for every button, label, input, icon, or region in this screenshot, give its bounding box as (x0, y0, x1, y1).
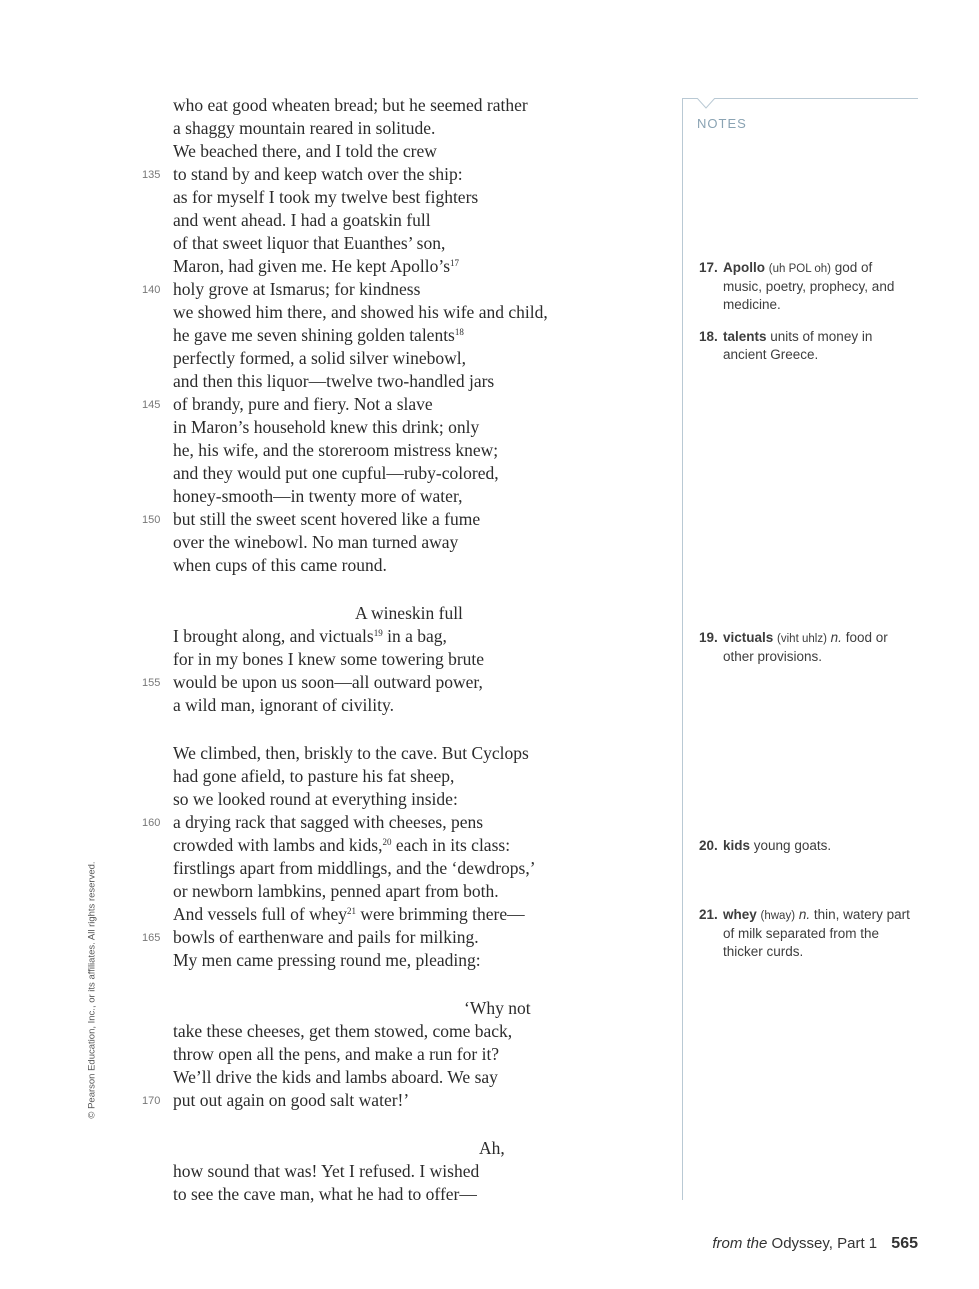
line-text-main: we showed him there, and showed his wife and child, (173, 302, 548, 322)
line-text (173, 694, 394, 717)
footnote-part-of-speech: n. (830, 630, 842, 645)
line-text-main: take these cheeses, get them stowed, come back, (173, 1021, 513, 1041)
line-number: 160 (142, 817, 161, 829)
line-text (173, 370, 494, 393)
footnote-number: 21. (699, 907, 718, 922)
line-text (173, 742, 529, 765)
poem-line (0, 625, 640, 648)
line-text-after: in a bag, (382, 626, 447, 646)
line-text-main: so we looked round at everything inside: (173, 789, 458, 809)
line-text-main: We beached there, and I told the crew (173, 141, 437, 161)
footnote-marker: 17 (450, 258, 460, 268)
line-text (173, 997, 531, 1020)
line-text-main: holy grove at Ismarus; for kindness (173, 279, 421, 299)
line-text (173, 1183, 477, 1206)
footnote-number: 18. (699, 329, 718, 344)
poem-line (0, 694, 640, 717)
line-text (173, 811, 483, 834)
line-text-main: Ah, (479, 1138, 505, 1158)
poem-line (0, 765, 640, 788)
line-text-main: or newborn lambkins, penned apart from both. (173, 881, 499, 901)
line-text-main: in Maron’s household knew this drink; only (173, 417, 480, 437)
poem-line (0, 117, 640, 140)
footnote-term: kids (723, 838, 751, 853)
poem-line (0, 347, 640, 370)
poem-line (0, 788, 640, 811)
line-text-main: and went ahead. I had a goatskin full (173, 210, 431, 230)
line-text (173, 1089, 409, 1112)
line-text (173, 1043, 499, 1066)
line-text-main: I brought along, and victuals (173, 626, 374, 646)
line-text (173, 834, 510, 857)
line-text-main: bowls of earthenware and pails for milking. (173, 927, 479, 947)
line-text-main: A wineskin full (355, 603, 463, 623)
footnote-pronunciation: (hway) (760, 910, 796, 922)
footnote-17 (699, 259, 914, 314)
line-number: 170 (142, 1095, 161, 1107)
poem-line (0, 811, 640, 834)
line-text-main: put out again on good salt water!’ (173, 1090, 410, 1110)
line-text-main: And vessels full of whey (173, 904, 348, 924)
line-text-main: as for myself I took my twelve best fighters (173, 187, 479, 207)
notes-heading: NOTES (697, 116, 747, 131)
line-text-main: perfectly formed, a solid silver winebowl, (173, 348, 467, 368)
footnote-term: talents (723, 329, 767, 344)
line-text (173, 301, 548, 324)
line-text (173, 347, 466, 370)
line-text (173, 880, 499, 903)
poem-line (0, 602, 640, 625)
poem-line (0, 531, 640, 554)
poem-line (0, 416, 640, 439)
footer-prefix: from the (712, 1235, 768, 1252)
line-text (173, 117, 435, 140)
line-text (173, 602, 463, 625)
line-text (173, 648, 484, 671)
page-number: 565 (891, 1235, 918, 1252)
line-text-main: We’ll drive the kids and lambs aboard. We say (173, 1067, 498, 1087)
poem-line (0, 508, 640, 531)
line-text-main: honey-smooth—in twenty more of water, (173, 486, 463, 506)
line-text-main: firstlings apart from middlings, and the ‘dewdrops,’ (173, 858, 536, 878)
footnote-pronunciation: (uh POL oh) (768, 263, 831, 275)
poem-line (0, 209, 640, 232)
poem-line (0, 1137, 640, 1160)
line-text-main: a shaggy mountain reared in solitude. (173, 118, 436, 138)
footnote-20 (699, 837, 914, 855)
line-number: 145 (142, 399, 161, 411)
line-text (173, 209, 431, 232)
poem-line (0, 232, 640, 255)
footer-title: Odyssey, Part 1 (771, 1235, 878, 1252)
line-text-main: over the winebowl. No man turned away (173, 532, 459, 552)
line-text (173, 857, 536, 880)
line-text (173, 625, 447, 648)
footnote-marker: 20 (382, 837, 392, 847)
line-number: 155 (142, 677, 161, 689)
footnote-definition: god of music, poetry, prophecy, and medicine. (723, 260, 895, 312)
line-text (173, 232, 445, 255)
footnote-number: 17. (699, 260, 718, 275)
line-text-main: of that sweet liquor that Euanthes’ son, (173, 233, 446, 253)
footnote-term: whey (723, 907, 757, 922)
line-text (173, 1020, 512, 1043)
line-text-main: would be upon us soon—all outward power, (173, 672, 483, 692)
line-number: 135 (142, 169, 161, 181)
poem-line (0, 1160, 640, 1183)
line-text (173, 531, 458, 554)
line-text (173, 765, 454, 788)
line-text-main: and then this liquor—twelve two-handled jars (173, 371, 495, 391)
line-text (173, 255, 459, 278)
footnote-marker: 19 (373, 628, 383, 638)
line-text (173, 949, 481, 972)
line-text-main: of brandy, pure and fiery. Not a slave (173, 394, 433, 414)
line-text (173, 439, 498, 462)
poem-line (0, 742, 640, 765)
line-text (173, 94, 528, 117)
footnote-part-of-speech: n. (798, 907, 811, 922)
poem-line (0, 140, 640, 163)
poem-line (0, 439, 640, 462)
line-text-main: a wild man, ignorant of civility. (173, 695, 394, 715)
poem-line (0, 186, 640, 209)
line-text-main: who eat good wheaten bread; but he seemed rather (173, 95, 528, 115)
poem-line (0, 554, 640, 577)
line-text (173, 416, 479, 439)
line-text-main: throw open all the pens, and make a run for it? (173, 1044, 500, 1064)
notes-divider-horizontal (682, 98, 918, 99)
poem-line (0, 485, 640, 508)
poem-line (0, 370, 640, 393)
line-text-main: but still the sweet scent hovered like a fume (173, 509, 481, 529)
line-text-main: he, his wife, and the storeroom mistress knew; (173, 440, 499, 460)
poem-line (0, 462, 640, 485)
line-text-main: for in my bones I knew some towering brute (173, 649, 485, 669)
line-text-main: ‘Why not (464, 998, 531, 1018)
poem-line (0, 671, 640, 694)
poem-line (0, 324, 640, 347)
line-text-after: each in its class: (391, 835, 511, 855)
footnote-18 (699, 328, 914, 364)
poem-line (0, 648, 640, 671)
line-text (173, 1160, 479, 1183)
line-text (173, 324, 464, 347)
line-text-main: and they would put one cupful—ruby-colored, (173, 463, 499, 483)
footnote-marker: 21 (347, 906, 357, 916)
line-text-main: to see the cave man, what he had to offer— (173, 1184, 477, 1204)
line-number: 150 (142, 514, 161, 526)
line-text-main: Maron, had given me. He kept Apollo’s (173, 256, 451, 276)
line-text-main: had gone afield, to pasture his fat sheep, (173, 766, 455, 786)
line-text-main: crowded with lambs and kids, (173, 835, 383, 855)
poem-line (0, 163, 640, 186)
poem-line (0, 834, 640, 857)
line-text-main: he gave me seven shining golden talents (173, 325, 455, 345)
line-text-after: were brimming there— (356, 904, 525, 924)
line-text (173, 671, 483, 694)
line-text (173, 1066, 498, 1089)
line-text (173, 788, 458, 811)
line-text (173, 140, 437, 163)
notes-divider-vertical (682, 98, 683, 1200)
poem-line (0, 1183, 640, 1206)
poem-line (0, 255, 640, 278)
notes-tab-icon (697, 98, 717, 110)
line-text (173, 278, 420, 301)
footnote-21 (699, 906, 914, 961)
line-text (173, 554, 387, 577)
footnote-definition: food or other provisions. (723, 630, 888, 664)
footnote-number: 20. (699, 838, 718, 853)
footnote-19 (699, 629, 914, 666)
line-text-main: a drying rack that sagged with cheeses, pens (173, 812, 484, 832)
line-text-main: when cups of this came round. (173, 555, 387, 575)
line-text (173, 186, 478, 209)
footnote-definition: young goats. (753, 838, 832, 853)
line-text (173, 903, 525, 926)
footnote-pronunciation: (viht uhlz) (777, 633, 827, 645)
line-text (173, 508, 480, 531)
poem-line (0, 393, 640, 416)
footnote-marker: 18 (454, 327, 464, 337)
line-text (173, 485, 462, 508)
poem-line (0, 94, 640, 117)
footnote-definition: thin, watery part of milk separated from the thicker curds. (723, 907, 910, 959)
copyright-notice: © Pearson Education, Inc., or its affiliates. All rights reserved. (86, 861, 98, 1119)
line-text-main: We climbed, then, briskly to the cave. But Cyclops (173, 743, 529, 763)
line-text (173, 1137, 505, 1160)
line-text (173, 926, 479, 949)
line-number: 140 (142, 284, 161, 296)
line-number: 165 (142, 932, 161, 944)
poem-line (0, 278, 640, 301)
footnote-definition: units of money in ancient Greece. (723, 329, 873, 362)
footnote-number: 19. (699, 630, 718, 645)
line-text-main: My men came pressing round me, pleading: (173, 950, 481, 970)
footnote-term: Apollo (723, 260, 765, 275)
footnote-term: victuals (723, 630, 774, 645)
line-text (173, 393, 433, 416)
line-text-main: how sound that was! Yet I refused. I wished (173, 1161, 480, 1181)
line-text (173, 163, 463, 186)
line-text (173, 462, 499, 485)
page-footer (712, 1235, 918, 1253)
line-text-main: to stand by and keep watch over the ship: (173, 164, 463, 184)
poem-line (0, 301, 640, 324)
